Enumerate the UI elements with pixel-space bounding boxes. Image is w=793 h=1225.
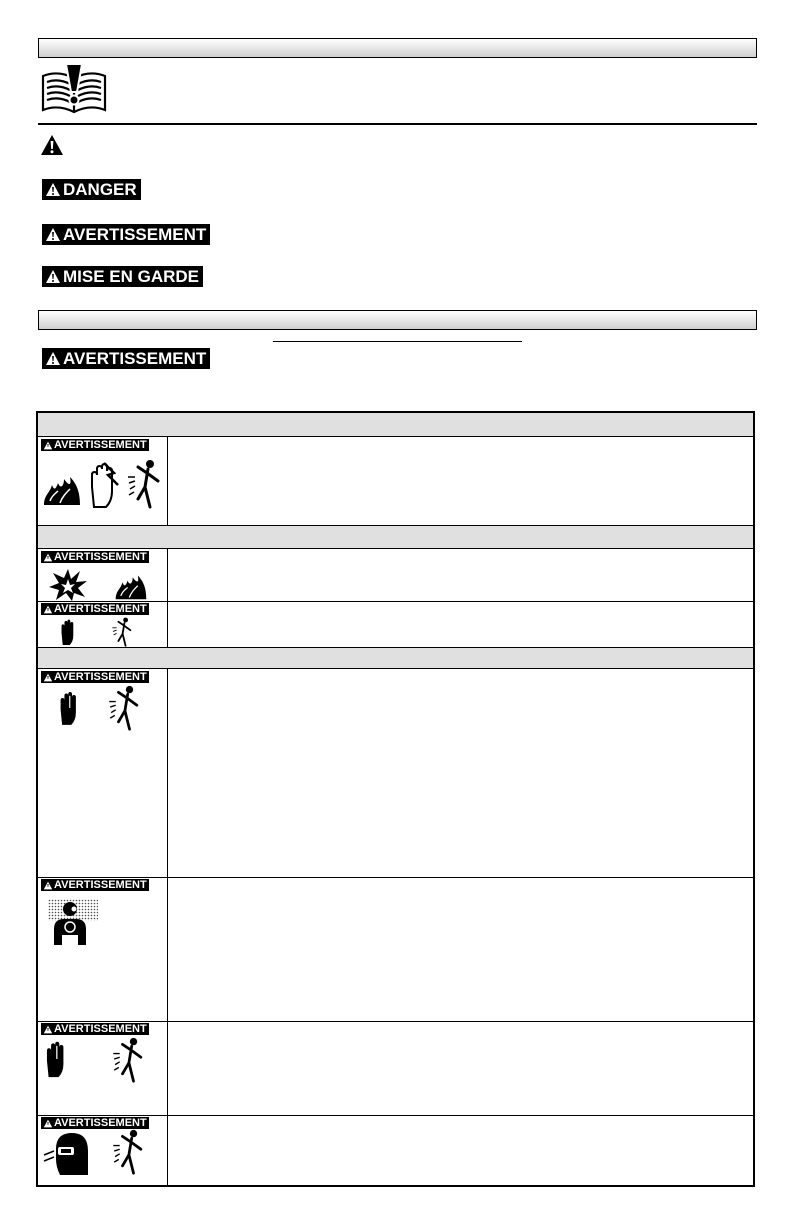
person-hazard-icon xyxy=(106,685,142,731)
warning-label-text: AVERTISSEMENT xyxy=(63,224,207,244)
row-divider xyxy=(38,601,753,602)
icon-cell xyxy=(40,1117,167,1187)
warning-label-text: AVERTISSEMENT xyxy=(54,879,147,891)
alert-triangle-icon xyxy=(40,134,64,156)
warning-label xyxy=(41,603,149,615)
hand-icon xyxy=(58,617,78,647)
icon-cell xyxy=(40,439,167,523)
alert-triangle-icon xyxy=(45,227,61,242)
icon-cell xyxy=(40,671,167,877)
warning-label-text: AVERTISSEMENT xyxy=(54,671,147,683)
face-shield-icon xyxy=(42,1131,92,1177)
breathing-hazard-icon xyxy=(48,899,98,945)
warning-label xyxy=(41,1023,149,1035)
heading-underline xyxy=(273,341,522,342)
person-hazard-icon xyxy=(126,459,162,509)
safety-table xyxy=(36,411,755,1187)
explosion-icon xyxy=(48,567,88,601)
column-divider xyxy=(167,549,168,647)
alert-triangle-icon xyxy=(43,881,53,890)
flame-icon xyxy=(42,467,82,507)
manual-exclamation-icon xyxy=(40,62,108,118)
person-hazard-icon xyxy=(110,617,134,647)
caution-label xyxy=(42,266,203,287)
section-header-bar xyxy=(38,310,757,330)
warning-label-text: AVERTISSEMENT xyxy=(54,1023,147,1035)
table-section-bar xyxy=(38,525,753,549)
warning-label xyxy=(42,348,210,369)
alert-triangle-icon xyxy=(43,673,53,682)
icon-cell xyxy=(40,551,167,601)
warning-label-text: AVERTISSEMENT xyxy=(54,551,147,563)
hand-icon xyxy=(42,1037,70,1081)
warning-label xyxy=(41,1117,149,1129)
warning-label xyxy=(41,439,149,451)
alert-triangle-icon xyxy=(43,1119,53,1128)
warning-label-text: AVERTISSEMENT xyxy=(54,439,147,451)
alert-triangle-icon xyxy=(43,553,53,562)
warning-label xyxy=(41,671,149,683)
caution-label-text: MISE EN GARDE xyxy=(63,266,200,286)
icon-cell xyxy=(40,1023,167,1115)
icon-cell xyxy=(40,879,167,1021)
flame-icon xyxy=(110,567,152,601)
alert-triangle-icon xyxy=(45,182,61,197)
warning-label xyxy=(41,551,149,563)
row-divider xyxy=(38,877,753,878)
alert-triangle-icon xyxy=(45,351,61,366)
warning-label-text: AVERTISSEMENT xyxy=(63,348,207,368)
row-divider xyxy=(38,1021,753,1022)
warning-label xyxy=(42,224,210,245)
person-hazard-icon xyxy=(110,1129,146,1175)
table-section-bar xyxy=(38,647,753,669)
table-section-bar xyxy=(38,413,753,437)
alert-triangle-icon xyxy=(45,269,61,284)
section-header-bar xyxy=(38,38,757,58)
alert-triangle-icon xyxy=(43,441,53,450)
column-divider xyxy=(167,669,168,1187)
danger-label-text: DANGER xyxy=(63,179,137,199)
warning-label-text: AVERTISSEMENT xyxy=(54,603,147,615)
hand-icon xyxy=(86,461,120,509)
person-hazard-icon xyxy=(110,1037,146,1083)
alert-triangle-icon xyxy=(43,1025,53,1034)
alert-triangle-icon xyxy=(43,605,53,614)
row-divider xyxy=(38,1115,753,1116)
warning-label-text: AVERTISSEMENT xyxy=(54,1117,147,1129)
hand-icon xyxy=(56,687,82,729)
danger-label xyxy=(42,179,141,200)
column-divider xyxy=(167,437,168,525)
icon-cell xyxy=(40,603,167,647)
divider-line xyxy=(38,123,757,125)
warning-label xyxy=(41,879,149,891)
